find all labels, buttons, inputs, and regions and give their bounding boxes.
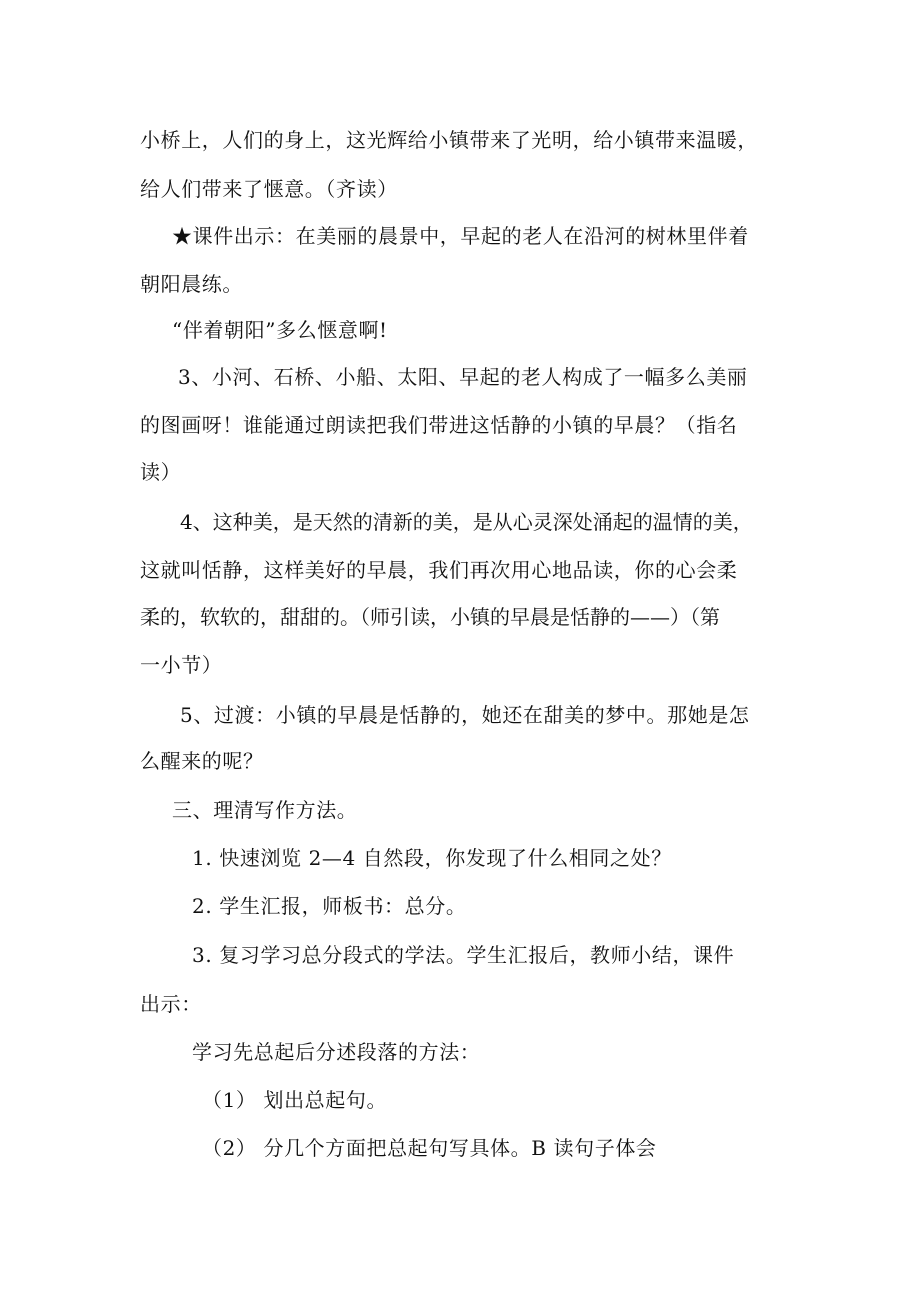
list-item-3-line-1: 3. 复习学习总分段式的学法。学生汇报后，教师小结，课件 bbox=[192, 943, 735, 967]
list-item-2: 2. 学生汇报，师板书：总分。 bbox=[192, 894, 467, 918]
para-1-line-1: 小桥上，人们的身上，这光辉给小镇带来了光明，给小镇带来温暖， bbox=[140, 128, 758, 152]
para-5-line-2: 这就叫恬静，这样美好的早晨，我们再次用心地品读，你的心会柔 bbox=[140, 558, 738, 582]
para-5-line-1: 4、这种美，是天然的清新的美，是从心灵深处涌起的温情的美， bbox=[180, 510, 753, 534]
para-2-line-2: 朝阳晨练。 bbox=[140, 272, 243, 296]
method-step-1: （1） 划出总起句。 bbox=[202, 1088, 388, 1112]
method-step-2: （2） 分几个方面把总起句写具体。B 读句子体会 bbox=[202, 1136, 657, 1160]
para-4-line-3: 读） bbox=[140, 460, 182, 484]
para-3-line-1: “伴着朝阳”多么惬意啊! bbox=[172, 318, 388, 342]
para-4-line-2: 的图画呀！谁能通过朗读把我们带进这恬静的小镇的早晨？（指名 bbox=[140, 413, 738, 437]
para-5-line-4: 一小节） bbox=[140, 653, 223, 677]
para-4-line-1: 3、小河、石桥、小船、太阳、早起的老人构成了一幅多么美丽 bbox=[178, 365, 748, 389]
list-item-1: 1. 快速浏览 2—4 自然段，你发现了什么相同之处？ bbox=[192, 846, 672, 870]
para-6-line-1: 5、过渡：小镇的早晨是恬静的，她还在甜美的梦中。那她是怎 bbox=[180, 703, 750, 727]
list-item-3-line-2: 出示： bbox=[140, 992, 202, 1016]
method-intro: 学习先总起后分述段落的方法： bbox=[192, 1040, 481, 1064]
para-1-line-2: 给人们带来了惬意。（齐读） bbox=[140, 177, 398, 201]
para-2-line-1: ★课件出示：在美丽的晨景中，早起的老人在沿河的树林里伴着 bbox=[172, 224, 749, 248]
para-6-line-2: 么醒来的呢？ bbox=[140, 749, 264, 773]
section-heading: 三、理清写作方法。 bbox=[172, 798, 358, 822]
para-5-line-3: 柔的，软软的，甜甜的。（师引读，小镇的早晨是恬静的——）（第 bbox=[140, 605, 720, 629]
